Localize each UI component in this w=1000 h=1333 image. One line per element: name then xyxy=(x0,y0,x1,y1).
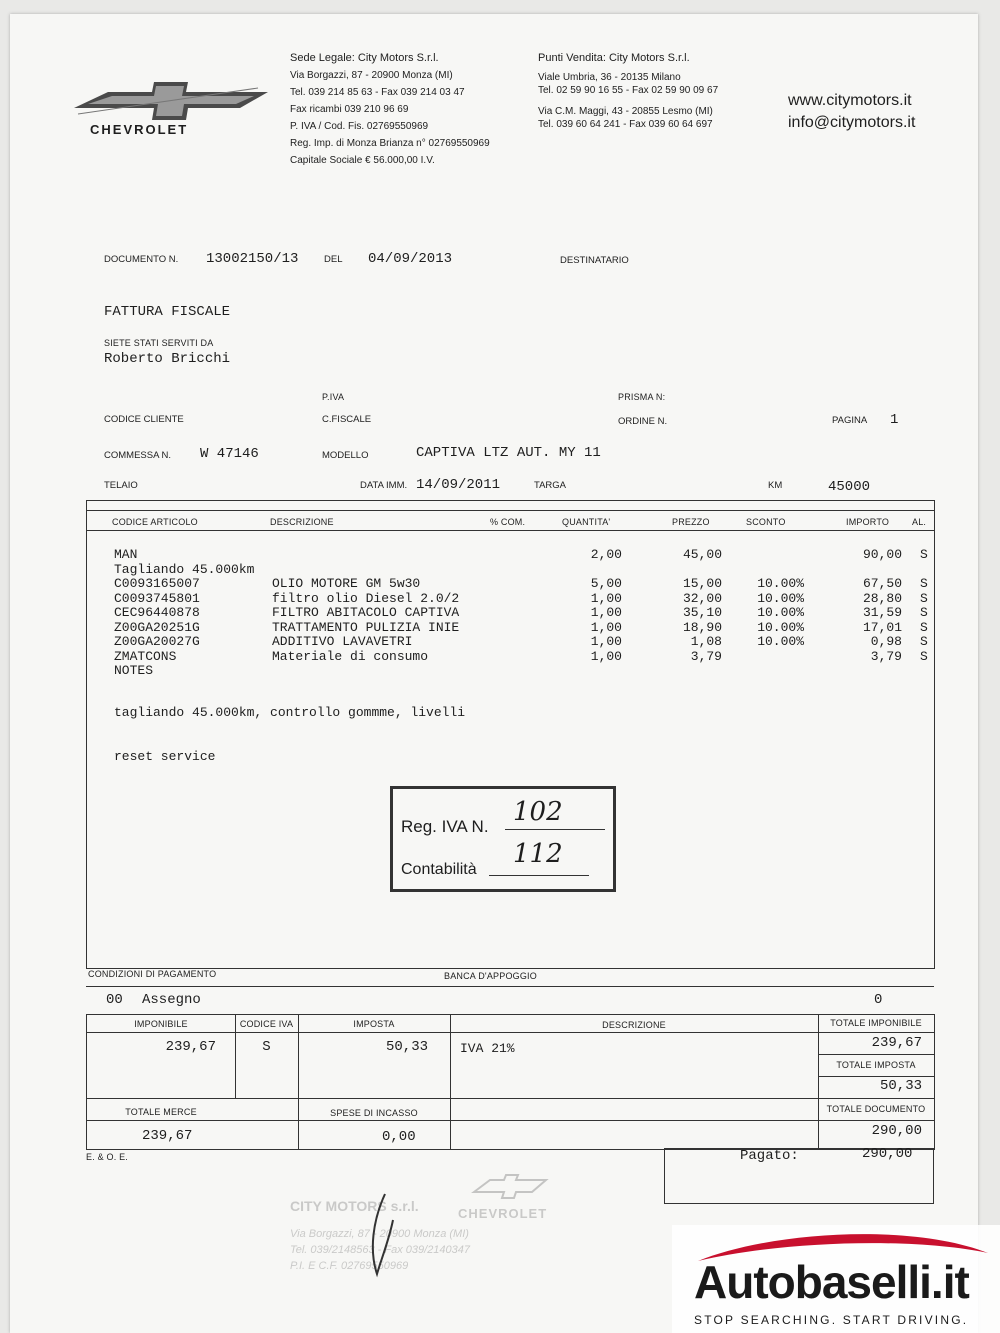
cell-qty: 2,00 xyxy=(590,547,622,562)
cell-al: S xyxy=(920,619,928,635)
table-row xyxy=(114,621,930,636)
cell-al: S xyxy=(920,576,928,591)
bank-label: BANCA D'APPOGGIO xyxy=(444,971,537,981)
cell-desc: OLIO MOTORE GM 5w30 xyxy=(272,576,421,591)
cell-disc: 10.00% xyxy=(757,605,804,620)
totals-divider xyxy=(450,1014,451,1149)
km-value: 45000 xyxy=(828,479,871,495)
collection-fees-label: SPESE DI INCASSO xyxy=(330,1108,418,1118)
legal-line: Tel. 039 214 85 63 - Fax 039 214 03 47 xyxy=(290,87,465,98)
order-label: ORDINE N. xyxy=(618,416,668,427)
legal-line: Via Borgazzi, 87 - 20900 Monza (MI) xyxy=(290,70,453,81)
sales-line: Viale Umbria, 36 - 20135 Milano xyxy=(538,72,681,83)
invoice-sheet xyxy=(10,14,978,1333)
legal-address-block xyxy=(290,50,540,169)
table-header-top-rule xyxy=(86,510,934,511)
doc-total-value: 290,00 xyxy=(871,1123,922,1139)
goods-total-value: 239,67 xyxy=(142,1128,193,1144)
cell-qty: 1,00 xyxy=(590,634,622,649)
cell-disc: 10.00% xyxy=(757,634,804,649)
brand-wordmark: CHEVROLET xyxy=(90,122,189,137)
legal-line: Fax ricambi 039 210 96 69 xyxy=(290,104,409,115)
col-header-code: CODICE ARTICOLO xyxy=(112,517,198,527)
reg-date-label: DATA IMM. xyxy=(360,480,408,491)
description-label: DESCRIZIONE xyxy=(602,1020,666,1030)
table-row xyxy=(114,606,930,621)
cell-amount: 28,80 xyxy=(862,590,902,606)
col-header-al: AL. xyxy=(912,517,927,527)
sales-line: Via C.M. Maggi, 43 - 20855 Lesmo (MI) xyxy=(538,106,713,117)
sales-line: Punti Vendita: City Motors S.r.l. xyxy=(538,52,690,64)
vat-code-value: S xyxy=(262,1039,271,1055)
doc-number-label: DOCUMENTO N. xyxy=(104,254,179,265)
col-header-amount: IMPORTO xyxy=(846,517,890,527)
cell-code: MAN xyxy=(114,547,138,562)
stamp-bowtie-logo xyxy=(470,1174,550,1200)
cell-disc: 10.00% xyxy=(757,619,804,635)
cell-qty: 1,00 xyxy=(590,605,622,620)
sales-line: Tel. 02 59 90 16 55 - Fax 02 59 90 09 67 xyxy=(538,85,719,96)
cell-al: S xyxy=(920,547,928,562)
doc-type: FATTURA FISCALE xyxy=(104,304,231,320)
cell-amount: 0,98 xyxy=(870,634,902,649)
stamp-acc-label: Contabilità xyxy=(401,861,477,878)
autobaselli-watermark xyxy=(672,1225,1000,1333)
accounting-stamp xyxy=(390,786,616,892)
payment-rule xyxy=(86,986,934,987)
stamp-company-line: Via Borgazzi, 87 - 20900 Monza (MI) xyxy=(290,1228,469,1240)
notes-block xyxy=(114,677,465,793)
stamp-company-line: CITY MOTORS s.r.l. xyxy=(290,1198,419,1214)
sales-line: Tel. 039 60 64 241 - Fax 039 60 64 697 xyxy=(538,119,713,130)
cell-code: CEC96440878 xyxy=(114,605,200,620)
cell-code: Z00GA20251G xyxy=(114,619,200,635)
totals-rule xyxy=(818,1076,934,1077)
stamp-reg-label: Reg. IVA N. xyxy=(401,817,489,836)
cell-qty: 1,00 xyxy=(590,590,622,606)
cell-price: 18,90 xyxy=(682,619,722,635)
col-header-comm: % COM. xyxy=(490,517,526,527)
cell-amount: 67,50 xyxy=(862,576,902,591)
cell-code: NOTES xyxy=(114,663,154,678)
model-value: CAPTIVA LTZ AUT. MY 11 xyxy=(416,445,601,461)
stamp-reg-line xyxy=(505,829,605,830)
totals-rule xyxy=(818,1054,934,1055)
note-line: reset service xyxy=(114,748,216,764)
vat-code-label: CODICE IVA xyxy=(239,1019,294,1029)
doc-number: 13002150/13 xyxy=(206,251,299,267)
contact-block xyxy=(788,90,915,134)
totals-rule xyxy=(86,1120,934,1121)
table-row xyxy=(114,592,930,607)
col-header-desc: DESCRIZIONE xyxy=(270,517,334,527)
cell-price: 32,00 xyxy=(682,590,722,606)
stamp-company-line: P.I. E C.F. 02769550969 xyxy=(290,1260,409,1272)
cell-qty: 1,00 xyxy=(590,619,622,635)
legal-line: Sede Legale: City Motors S.r.l. xyxy=(290,52,439,64)
stamp-acc-line xyxy=(489,875,589,876)
cell-qty: 5,00 xyxy=(590,576,622,591)
cell-amount: 31,59 xyxy=(862,605,902,620)
paid-label: Pagato: xyxy=(740,1148,799,1164)
chevrolet-bowtie-logo xyxy=(68,74,273,124)
stamp-brand: CHEVROLET xyxy=(458,1206,548,1221)
note-line: tagliando 45.000km, controllo gommme, livelli xyxy=(114,705,466,720)
col-header-discount: SCONTO xyxy=(746,517,786,527)
doc-date: 04/09/2013 xyxy=(368,251,453,267)
cell-al: S xyxy=(920,590,928,606)
watermark-tagline: STOP SEARCHING. START DRIVING. xyxy=(694,1313,969,1327)
total-tax-label: TOTALE IMPOSTA xyxy=(836,1060,916,1070)
total-taxable-value: 239,67 xyxy=(871,1035,922,1051)
cfiscale-label: C.FISCALE xyxy=(322,414,372,425)
totals-divider xyxy=(298,1014,299,1149)
cell-al: S xyxy=(920,634,928,649)
goods-total-label: TOTALE MERCE xyxy=(125,1107,197,1117)
tax-value: 50,33 xyxy=(385,1039,428,1055)
doc-total-label: TOTALE DOCUMENTO xyxy=(826,1104,926,1114)
cell-al: S xyxy=(920,605,928,620)
cell-code: C0093165007 xyxy=(114,576,200,591)
cell-price: 1,08 xyxy=(690,634,722,649)
paid-value: 290,00 xyxy=(862,1146,913,1162)
col-header-qty: QUANTITA' xyxy=(562,517,611,527)
sales-points-block xyxy=(538,50,778,131)
taxable-label: IMPONIBILE xyxy=(134,1019,188,1029)
chassis-label: TELAIO xyxy=(104,480,138,491)
collection-fees-value: 0,00 xyxy=(382,1129,416,1145)
cell-code: C0093745801 xyxy=(114,590,200,606)
piva-label: P.IVA xyxy=(322,392,345,402)
table-row xyxy=(114,635,930,650)
legal-line: P. IVA / Cod. Fis. 02769550969 xyxy=(290,121,429,132)
email-link[interactable]: info@citymotors.it xyxy=(788,114,916,131)
cell-amount: 17,01 xyxy=(862,619,902,635)
km-label: KM xyxy=(768,480,783,491)
cell-disc: 10.00% xyxy=(757,590,804,606)
served-by-label: SIETE STATI SERVITI DA xyxy=(104,338,214,348)
totals-rule xyxy=(86,1098,934,1099)
model-label: MODELLO xyxy=(322,450,369,461)
cell-desc: TRATTAMENTO PULIZIA INIE xyxy=(272,619,460,635)
signature-scribble xyxy=(355,1190,415,1280)
doc-date-label: DEL xyxy=(324,254,343,265)
col-header-price: PREZZO xyxy=(672,517,710,527)
job-label: COMMESSA N. xyxy=(104,450,172,461)
page-number: 1 xyxy=(890,412,899,428)
plate-label: TARGA xyxy=(534,480,567,491)
total-tax-value: 50,33 xyxy=(879,1078,922,1094)
watermark-name: Autobaselli.it xyxy=(694,1256,969,1308)
cell-desc: ADDITIVO LAVAVETRI xyxy=(272,634,413,649)
taxable-value: 239,67 xyxy=(165,1039,216,1055)
website-link[interactable]: www.citymotors.it xyxy=(788,92,912,109)
cell-price: 15,00 xyxy=(682,576,722,591)
payment-code: 00 xyxy=(106,992,123,1008)
stamp-company-line: Tel. 039/2148563 - Fax 039/2140347 xyxy=(290,1244,471,1256)
cell-code: ZMATCONS xyxy=(114,648,177,664)
job-number: W 47146 xyxy=(200,446,259,462)
totals-table xyxy=(86,1014,935,1150)
table-header-bottom-rule xyxy=(86,530,934,531)
bank-value: 0 xyxy=(874,992,883,1008)
cell-desc: FILTRO ABITACOLO CAPTIVA xyxy=(272,605,460,620)
client-code-label: CODICE CLIENTE xyxy=(104,414,184,425)
table-row xyxy=(114,548,930,563)
cell-code: Tagliando 45.000km xyxy=(114,561,255,577)
stamp-reg-value: 102 xyxy=(513,797,563,827)
cell-desc: filtro olio Diesel 2.0/2 xyxy=(272,590,460,606)
totals-header-rule xyxy=(86,1032,934,1033)
cell-desc: Materiale di consumo xyxy=(272,648,429,664)
recipient-label: DESTINATARIO xyxy=(560,255,629,266)
vat-description: IVA 21% xyxy=(460,1041,515,1056)
cell-price: 45,00 xyxy=(682,547,722,562)
cell-code: Z00GA20027G xyxy=(114,634,200,649)
table-row xyxy=(114,563,930,578)
total-taxable-label: TOTALE IMPONIBILE xyxy=(830,1018,922,1028)
table-row xyxy=(114,650,930,665)
legal-line: Reg. Imp. di Monza Brianza n° 02769550969 xyxy=(290,138,490,149)
reg-date: 14/09/2011 xyxy=(416,477,501,493)
served-by-name: Roberto Bricchi xyxy=(104,351,231,367)
cell-amount: 3,79 xyxy=(870,648,902,664)
payment-conditions-label: CONDIZIONI DI PAGAMENTO xyxy=(88,969,217,979)
eoe-note: E. & O. E. xyxy=(86,1152,129,1162)
company-stamp xyxy=(280,1170,570,1280)
table-row xyxy=(114,577,930,592)
cell-price: 35,10 xyxy=(682,605,722,620)
tax-label: IMPOSTA xyxy=(353,1019,395,1029)
legal-line: Capitale Sociale € 56.000,00 I.V. xyxy=(290,155,435,166)
prisma-label: PRISMA N: xyxy=(618,392,666,402)
stamp-acc-value: 112 xyxy=(513,839,563,869)
cell-amount: 90,00 xyxy=(862,547,902,562)
cell-al: S xyxy=(920,648,928,664)
payment-method: Assegno xyxy=(142,992,201,1008)
cell-qty: 1,00 xyxy=(590,648,622,664)
cell-disc: 10.00% xyxy=(757,576,804,591)
cell-price: 3,79 xyxy=(690,648,722,664)
page-label: PAGINA xyxy=(832,415,868,426)
